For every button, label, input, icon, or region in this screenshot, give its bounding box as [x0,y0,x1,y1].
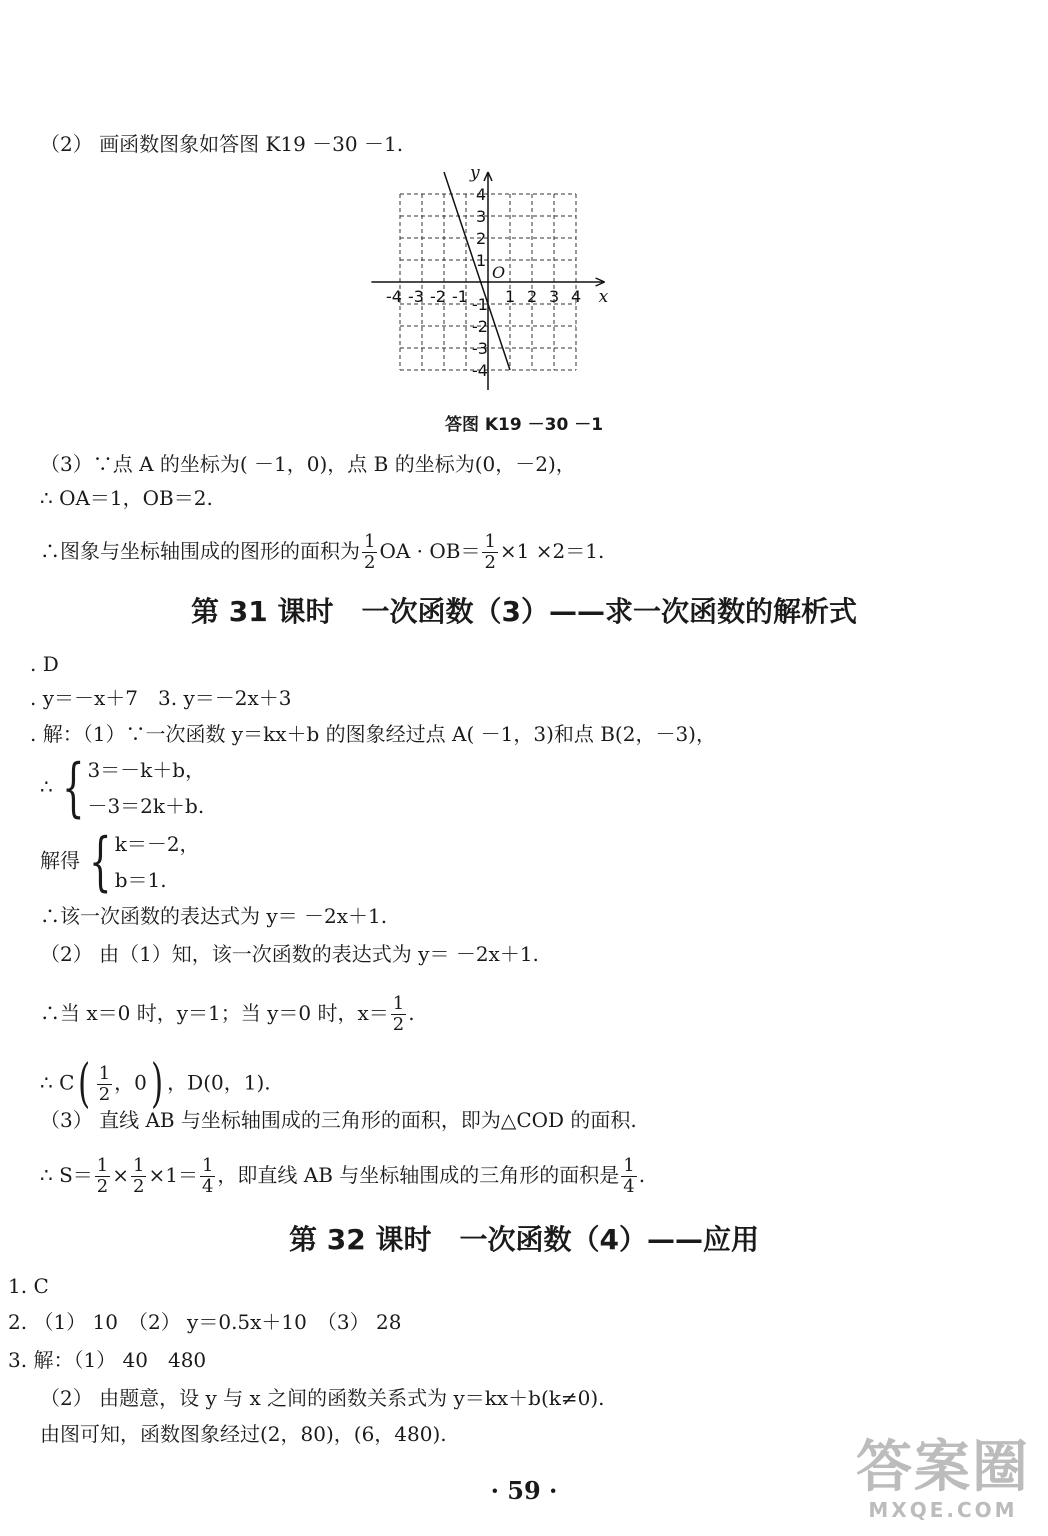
x-tick-label: 4 [571,287,582,306]
x-tick-label: 3 [549,287,560,306]
page-number: · 59 · [490,1476,558,1505]
y-tick-label: 2 [476,229,487,248]
s32-q1: 1. C [8,1274,49,1298]
system-1-equations: 3＝－k＋b， －3＝2k＋b. [87,758,206,818]
s32-q3: 3. 解：（1） 40 480 [8,1348,207,1372]
system-2-equations: k＝－2， b＝1. [114,832,200,892]
x-axis-label: x [598,287,609,307]
fraction-half: $\frac{1}{2}$ [98,1062,111,1105]
x-tick-label: -3 [408,287,424,306]
y-tick-label: -4 [472,361,488,380]
figure-caption: 答图 K19 －30 －1 [444,415,604,435]
s31-q4-intro: . 解：（1）∵一次函数 y＝kx＋b 的图象经过点 A( －1，3)和点 B(2，－3)， [30,722,716,746]
y-axis-label: y [470,163,480,183]
fraction-half: $\frac{1}{2}$ [133,1155,145,1197]
s31-points-cd: ∴ C( $\frac{1}{2}$ ，0) ，D(0，1). [40,1054,271,1114]
fraction-half: $\frac{1}{2}$ [392,993,405,1035]
s31-q2-q3: . y＝－x＋7 3. y＝－2x＋3 [30,686,292,710]
s31-part3: （3） 直线 AB 与坐标轴围成的三角形的面积，即为△COD 的面积. [40,1108,637,1132]
y-tick-label: -3 [472,339,488,358]
fraction-half: $\frac{1}{2}$ [364,531,376,573]
s31-q1: . D [30,652,59,676]
area-text-c: ×1 ×2＝1. [499,539,605,563]
part2-graph-instruction: （2） 画函数图象如答图 K19 －30 －1. [40,132,404,156]
origin-label: O [492,263,506,282]
section-31-title: 第 31 课时 一次函数（3）——求一次函数的解析式 [191,595,857,628]
axes [371,172,604,390]
x-tick-label: -2 [430,287,446,306]
area-text-a: ∴图象与坐标轴围成的图形的面积为 [40,539,360,563]
s32-q3-graph: 由图可知，函数图象经过(2，80)，(6，480). [40,1422,447,1446]
fraction-quarter: $\frac{1}{4}$ [623,1155,635,1197]
y-tick-label: 3 [476,207,487,226]
part3-lengths: ∴ OA＝1，OB＝2. [40,486,213,510]
s31-part2: （2） 由（1）知，该一次函数的表达式为 y＝ －2x＋1. [40,942,539,966]
y-tick-label: -2 [472,317,488,336]
function-graph-figure [360,160,620,390]
part3-points: （3）∵点 A 的坐标为( －1，0)，点 B 的坐标为(0，－2)， [40,452,576,476]
fraction-quarter: $\frac{1}{4}$ [201,1155,214,1197]
x-tick-label: -1 [452,287,468,306]
x-tick-label: -4 [386,287,402,306]
section-32-title: 第 32 课时 一次函数（4）——应用 [289,1223,759,1256]
y-tick-label: 4 [476,185,487,204]
watermark: 答案圈 MXQE.COM [856,1435,1030,1522]
s31-expression: ∴该一次函数的表达式为 y＝ －2x＋1. [40,904,388,928]
x-tick-label: 1 [505,287,516,306]
part3-area [40,532,604,573]
y-tick-label: -1 [472,295,488,314]
x-tick-label: 2 [527,287,538,306]
s32-q2: 2. （1） 10 （2） y＝0.5x＋10 （3） 28 [8,1310,402,1334]
s31-area: ∴ S＝ $\frac{1}{2}$ × $\frac{1}{2}$ ×1＝ $\frac{1}{4}$ ，即直线 AB 与坐标轴围成的三角形的面积是 $\frac{1}{4}$ . [40,1155,646,1197]
s31-intercepts: ∴当 x＝0 时，y＝1；当 y＝0 时，x＝ $\frac{1}{2}$ . [40,993,415,1035]
y-tick-label: 1 [476,251,487,270]
s32-q3-part2: （2） 由题意，设 y 与 x 之间的函数关系式为 y＝kx＋b(k≠0). [40,1386,605,1410]
s31-system-2: 解得 { k＝－2， b＝1. [40,825,200,899]
fraction-half: $\frac{1}{2}$ [96,1155,109,1197]
fraction-half: $\frac{1}{2}$ [484,531,496,573]
s31-system-1: ∴ { 3＝－k＋b， －3＝2k＋b. [40,751,206,825]
area-text-b: OA · OB＝ [379,539,481,563]
